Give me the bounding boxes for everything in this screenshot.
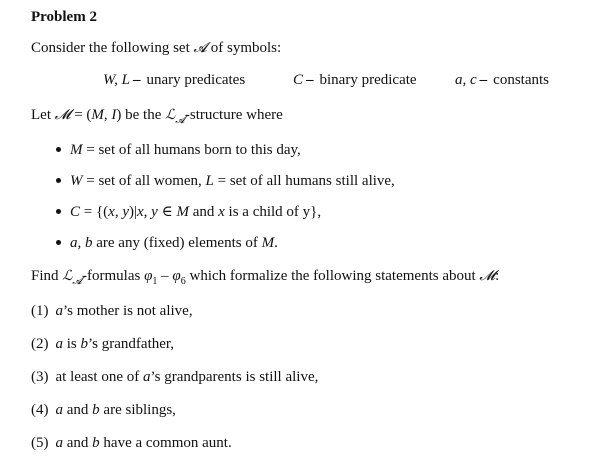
math-var: a <box>142 369 151 385</box>
symbol-def-binary <box>293 71 417 89</box>
statement-item-1 <box>31 302 193 320</box>
item-text: are siblings, <box>99 402 176 418</box>
statement-item-5 <box>31 434 232 452</box>
bullet-item <box>56 234 278 252</box>
phi-symbol: φ <box>144 268 153 284</box>
structure-sentence <box>31 106 283 126</box>
math-var: a <box>55 336 63 352</box>
bullet-text: )| <box>129 204 137 220</box>
item-text: ’s mother is not alive, <box>63 303 193 319</box>
interpretation-symbol: I <box>111 107 117 123</box>
item-number: (5) <box>31 435 49 451</box>
text: , <box>103 107 112 123</box>
symbol-names: C <box>293 72 304 88</box>
bullet-text: . <box>274 235 278 251</box>
math-var: a, b <box>70 235 93 251</box>
item-text: and <box>63 435 93 451</box>
math-var: L <box>205 173 214 189</box>
math-var: M <box>70 142 83 158</box>
bullet-text: = set of all women, <box>82 173 206 189</box>
math-var: a <box>55 435 63 451</box>
bullet-icon <box>56 178 61 183</box>
domain-symbol: M <box>91 107 104 123</box>
math-var: a <box>55 402 63 418</box>
bullet-item <box>56 141 301 159</box>
bullet-text: ∈ <box>157 204 177 220</box>
bullet-icon <box>56 240 61 245</box>
phi-subscript: 1 <box>152 276 158 287</box>
symbol-names: a, c <box>455 72 477 88</box>
math-var: a <box>55 303 63 319</box>
phi-symbol: φ <box>172 268 181 284</box>
bullet-text: and <box>188 204 219 220</box>
item-text: ’s grandparents is still alive, <box>150 369 319 385</box>
math-var: b <box>80 336 89 352</box>
statement-item-4 <box>31 401 176 419</box>
text: -formulas <box>82 268 145 284</box>
bullet-icon <box>56 147 61 152</box>
phi-subscript: 6 <box>180 276 186 287</box>
language-subscript: 𝓐 <box>72 276 83 287</box>
dash: – <box>306 72 314 88</box>
bullet-text: = {( <box>80 204 109 220</box>
intro-text-after: of symbols: <box>207 40 282 56</box>
text: Let <box>31 107 55 123</box>
text: which formalize the following statements about <box>185 268 480 284</box>
math-var: C <box>70 204 81 220</box>
item-number: (2) <box>31 336 49 352</box>
text: : <box>495 268 500 284</box>
math-var: b <box>92 435 100 451</box>
text: Find <box>31 268 63 284</box>
model-symbol: 𝓜 <box>54 107 71 123</box>
text: ) be the <box>116 107 166 123</box>
intro-text-before: Consider the following set <box>31 40 194 56</box>
symbol-description: unary predicates <box>146 72 246 88</box>
dash: – <box>157 268 173 284</box>
symbol-description: constants <box>493 72 549 88</box>
find-instruction <box>31 267 499 287</box>
item-number: (4) <box>31 402 49 418</box>
dash: – <box>132 72 141 88</box>
item-text: and <box>63 402 93 418</box>
language-subscript: 𝓐 <box>175 115 185 126</box>
item-number: (3) <box>31 369 49 385</box>
math-var: M <box>176 204 189 220</box>
bullet-item <box>56 203 321 221</box>
text: = ( <box>70 107 92 123</box>
bullet-text: is a child of y}, <box>224 204 322 220</box>
math-var: b <box>92 402 100 418</box>
bullet-icon <box>56 209 61 214</box>
model-symbol: 𝓜 <box>479 268 496 284</box>
symbol-def-constants <box>455 71 549 89</box>
problem-title: Problem 2 <box>31 9 97 25</box>
intro-sentence <box>31 39 281 57</box>
symbol-description: binary predicate <box>319 72 417 88</box>
text: -structure where <box>184 107 283 123</box>
symbol-set-A: 𝓐 <box>193 40 208 56</box>
math-var: x, y <box>108 204 129 220</box>
bullet-item <box>56 172 395 190</box>
item-text: at least one of <box>55 369 143 385</box>
bullet-text: = set of all humans born to this day, <box>82 142 301 158</box>
item-number: (1) <box>31 303 49 319</box>
item-text: have a common aunt. <box>99 435 232 451</box>
dash: – <box>479 72 488 88</box>
language-symbol: ℒ <box>62 268 73 284</box>
statement-item-3 <box>31 368 318 386</box>
symbol-def-unary <box>103 71 245 89</box>
math-var: x, y <box>137 204 158 220</box>
math-var: x <box>218 204 225 220</box>
statement-item-2 <box>31 335 174 353</box>
math-var: M <box>261 235 275 251</box>
math-var: W <box>70 173 83 189</box>
item-text: is <box>63 336 81 352</box>
bullet-text: are any (fixed) elements of <box>92 235 262 251</box>
language-symbol: ℒ <box>165 107 176 123</box>
symbol-names: W, L <box>103 72 130 88</box>
bullet-text: = set of all humans still alive, <box>213 173 395 189</box>
item-text: ’s grandfather, <box>88 336 175 352</box>
